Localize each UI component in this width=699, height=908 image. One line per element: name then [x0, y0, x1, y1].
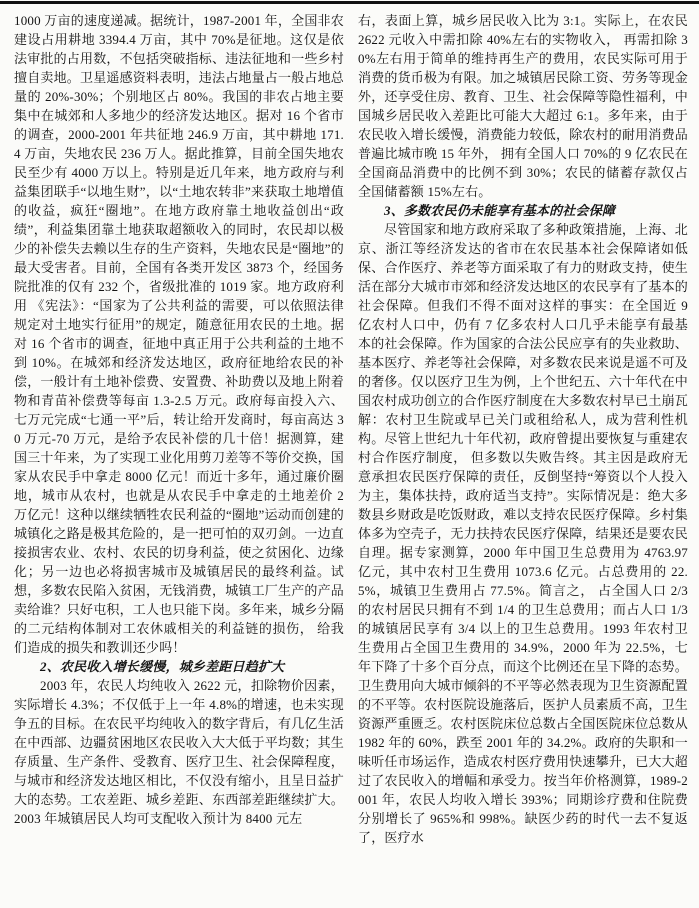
left-column: [14, 11, 344, 847]
body-paragraph-section-2: 2003 年，农民人均纯收入 2622 元，扣除物价因素，实际增长 4.3%；不仅低于上一年 4.8%的增速，也未实现争五的目标。在农民平均纯收入的数字背后，有几亿生活在中西部、边疆贫困地区农民收入大大低于平均数；其生存质量、生产条件、受教育、医疗卫生、社会保障程度，与城市和经济发达地区相比，不仅没有缩小，且呈日益扩大的态势。工农差距、城乡差距、东西部差距继续扩大。2003 年城镇居民人均可支配收入预计为 8400 元左: [14, 678, 345, 826]
body-paragraph-section-3: 尽管国家和地方政府采取了多种政策措施，上海、北京、浙江等经济发达的省市在农民基本社会保障诸如低保、合作医疗、养老等方面采取了有力的财政支持，使生活在部分大城市市郊和经济发达地区的农民享有了基本的社会保障。但我们不得不面对这样的事实：在全国近 9 亿农村人口中，仍有 7 亿多农村人口几乎未能享有最基本的社会保障。作为国家的合法公民应享有的失业救助、基本医疗、养老等社会保障，对多数农民来说是遥不可及的奢侈。仅以医疗卫生为例，上个世纪五、六十年代在中国农村成功创立的合作医疗制度在大多数农村早已土崩瓦解：农村卫生院或早已关门或租给私人，成为营利性机构。尽管上世纪九十年代初，政府曾提出要恢复与重建农村合作医疗制度， 但多数以失败告终。其主因是政府无意承担农民医疗保障的责任，反倒坚持“筹资以个人投入为主，集体扶持，政府适当支持”。实际情况是：绝大多数县乡财政是吃饭财政，难以支持农民医疗保障。乡村集体多为空壳子，无力扶持农民医疗保障，结果还是要农民自理。据专家测算，2000 年中国卫生总费用为 4763.97 亿元，其中农村卫生费用 1073.6 亿元。占总费用的 22.5%，城镇卫生费用占 77.5%。简言之， 占全国人口 2/3 的农村居民只拥有不到 1/4 的卫生总费用；而占人口 1/3 的城镇居民享有 3/4 以上的卫生总费用。1993 年农村卫生费用占全国卫生费用的 34.9%，2000 年为 22.5%，七年下降了十多个百分点，而这个比例还在呈下降的态势。卫生费用向大城市倾斜的不平等必然表现为卫生资源配置的不平等。农村医院设施落后，医护人员素质不高，卫生资源严重匮乏。农村医院床位总数占全国医院床位总数从 1982 年的 60%，跌至 2001 年的 34.2%。政府的失职和一味听任市场运作，造成农村医疗费用快速攀升，已大大超过了农民收入的增幅和承受力。按当年价格测算，1989-2001 年，农民人均收入增长 393%；同期诊疗费和住院费分别增长了 965%和 998%。缺医少药的时代一去不复返了，医疗水: [358, 222, 689, 845]
two-column-text-area: [14, 11, 688, 847]
section-heading-3: 3、多数农民仍未能享有基本的社会保障: [384, 203, 616, 218]
body-paragraph-section-2-continued: 右，表面上算，城乡居民收入比为 3:1。实际上，在农民 2622 元收入中需扣除 40%左右的实物收入， 再需扣除 30%左右用于简单的维持再生产的费用，农民实际可用于消费的货币极为有限。加之城镇居民除工资、劳务等现金外，还享受住房、教育、卫生、社会保障等隐性福利，中国城乡居民收入差距比可能大大超过 6:1。多年来，由于农民收入增长缓慢，消费能力较低，除农村的耐用消费品普遍比城市晚 15 年外， 拥有全国人口 70%的 9 亿农民在全国商品消费中的比例不到 30%；农民的储蓄存款仅占全国储蓄额 15%左右。: [358, 13, 689, 199]
page-top-rule: [0, 1, 699, 4]
right-column: [358, 11, 688, 847]
body-paragraph-continuation: 1000 万亩的速度递减。据统计，1987-2001 年，全国非农建设占用耕地 3394.4 万亩，其中 70%是征地。这仅是依法审批的占用数，不包括突破指标、违法征地和一些乡村擅自卖地。卫星遥感资料表明，违法占地量占一般占地总量的 20%-30%；个别地区占 80%。我国的非农占地主要集中在城郊和人多地少的经济发达地区。据对 16 个省市的调查，2000-2001 年共征地 246.9 万亩，其中耕地 171.4 万亩，失地农民 236 万人。据此推算，目前全国失地农民至少有 4000 万以上。特别是近几年来，地方政府与利益集团联手“以地生财”，以“土地农转非”来获取土地增值的收益，疯狂“圈地”。在地方政府靠土地收益创出“政绩”，利益集团靠土地获取超额收入的同时，农民却以极少的补偿失去赖以生存的生产资料，失地农民是“圈地”的最大受害者。目前，全国有各类开发区 3873 个，经国务院批准的仅有 232 个，省级批准的 1019 家。地方政府利用 《宪法》：“国家为了公共利益的需要，可以依照法律规定对土地实行征用”的规定，随意征用农民的土地。据对 16 个省市的调查，征地中真正用于公共利益的土地不到 10%。在城郊和经济发达地区，政府征地给农民的补偿，一般计有土地补偿费、安置费、补助费以及地上附着物和青苗补偿费等每亩 1.3-2.5 万元。政府每亩投入六、七万元完成“七通一平”后，转让给开发商时，每亩高达 30 万元-70 万元，是给予农民补偿的几十倍！据测算，建国三十年来，为了实现工业化用剪刀差等不等价交换，国家从农民手中拿走 8000 亿元！而近十多年，通过廉价圈地，城市从农村，也就是从农民手中拿走的土地差价 2 万亿元！这种以继续牺牲农民利益的“圈地”运动而创建的城镇化之路是极其危险的，是一把可怕的双刃剑。一边直接损害农业、农村、农民的切身利益，使之贫困化、边缘化；另一边也必将损害城市及城镇居民的最终利益。试想，多数农民陷入贫困，无钱消费，城镇工厂生产的产品卖给谁？只好屯积，工人也只能下岗。多年来，城乡分隔的二元结构体制对工农休戚相关的利益链的损伤， 给我们造成的损失和教训还少吗！: [14, 13, 345, 655]
section-heading-2: 2、农民收入增长缓慢，城乡差距日趋扩大: [40, 659, 285, 674]
